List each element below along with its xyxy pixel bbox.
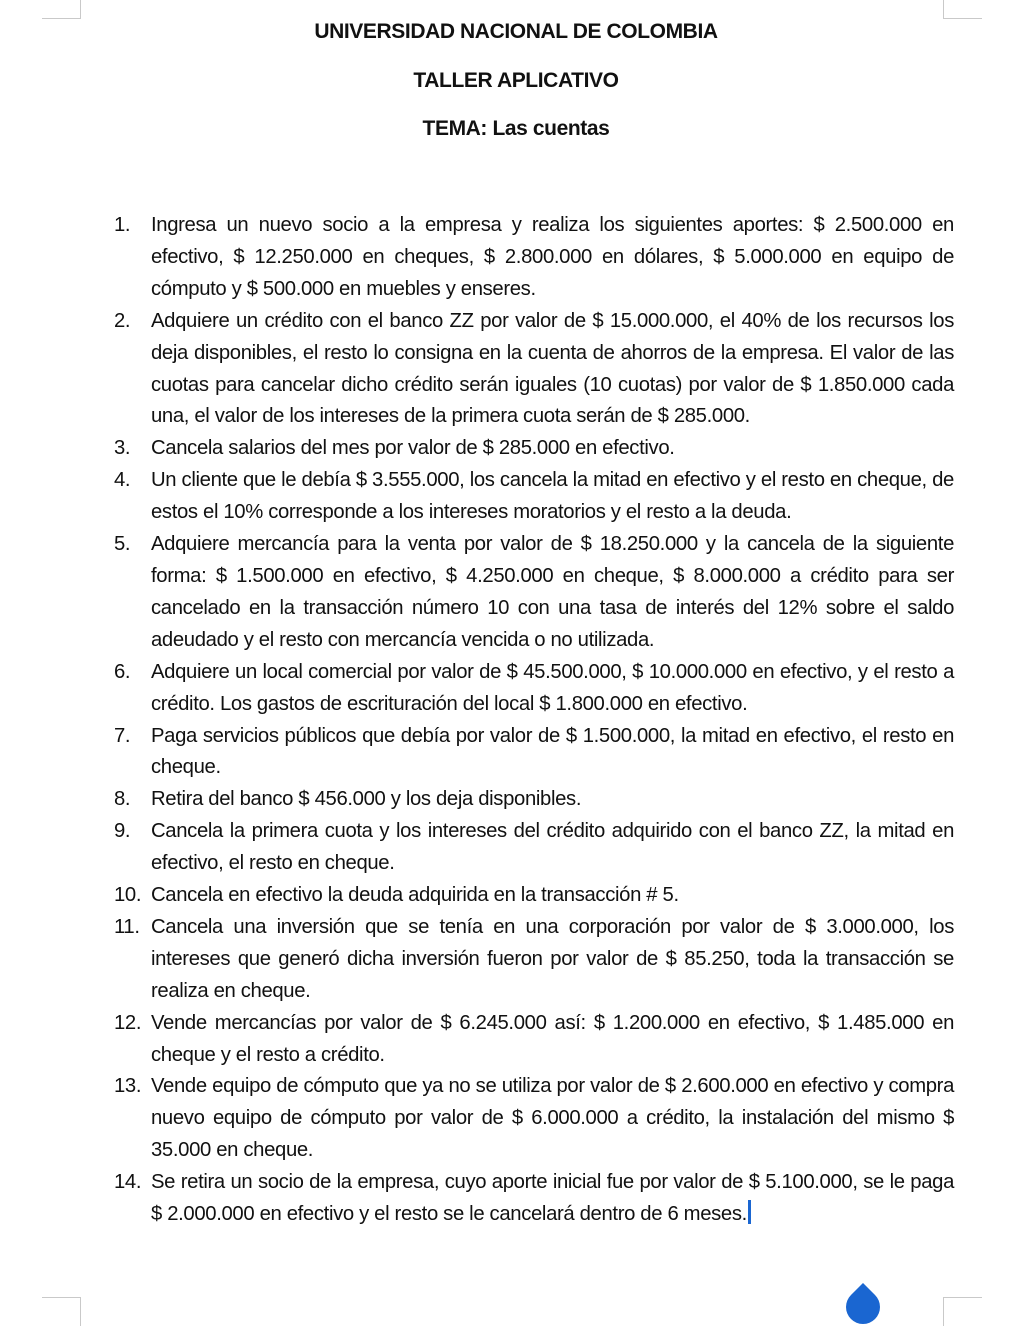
item-text: Retira del banco $ 456.000 y los deja disponibles.	[151, 788, 582, 811]
item-text: Ingresa un nuevo socio a la empresa y realiza los siguientes aportes: $ 2.500.000 en efectivo, $ 12.250.000 en cheques, $ 2.800.000 en dólares, $ 5.000.000 en equipo de cómputo y $ 500.000 en muebles y enseres.	[151, 214, 954, 300]
item-text: Cancela una inversión que se tenía en una corporación por valor de $ 3.000.000, los intereses que generó dicha inversión fueron por valor de $ 85.250, toda la transacción se realiza en cheque.	[151, 915, 954, 1002]
item-number: 7.	[114, 724, 131, 747]
item-number: 9.	[114, 820, 131, 843]
list-item	[114, 784, 954, 816]
list-item	[114, 880, 954, 912]
item-text: Paga servicios públicos que debía por valor de $ 1.500.000, la mitad en efectivo, el resto en cheque.	[151, 724, 954, 779]
item-number: 3.	[114, 437, 131, 460]
workshop-title: TALLER APLICATIVO	[413, 69, 619, 92]
item-text: Adquiere mercancía para la venta por valor de $ 18.250.000 y la cancela de la siguiente forma: $ 1.500.000 en efectivo, $ 4.250.000 en cheque, $ 8.000.000 a crédito para ser cancelado en la transacción número 10 con una tasa de interés del 12% sobre el saldo adeudado y el resto con mercancía vencida o no utilizada.	[151, 533, 954, 651]
item-number: 8.	[114, 788, 131, 811]
list-item	[114, 1071, 954, 1167]
item-number: 10.	[114, 884, 142, 907]
list-item	[114, 210, 954, 306]
item-text: Cancela en efectivo la deuda adquirida en la transacción # 5.	[151, 884, 679, 907]
item-text: Vende equipo de cómputo que ya no se utiliza por valor de $ 2.600.000 en efectivo y compra nuevo equipo de cómputo por valor de $ 6.000.000 a crédito, la instalación del mismo $ 35.000 en cheque.	[151, 1075, 954, 1162]
document-header	[0, 20, 1032, 141]
item-number: 5.	[114, 533, 131, 556]
list-item	[114, 721, 954, 785]
transactions-list	[114, 210, 954, 1231]
item-text: Se retira un socio de la empresa, cuyo aporte inicial fue por valor de $ 5.100.000, se le paga $ 2.000.000 en efectivo y el resto se le cancelará dentro de 6 meses.	[151, 1171, 954, 1226]
page-corner-mark-top-right	[943, 0, 982, 19]
item-number: 12.	[114, 1011, 142, 1034]
text-cursor	[748, 1200, 751, 1224]
page-corner-mark-bottom-left	[42, 1297, 81, 1326]
list-item	[114, 433, 954, 465]
list-item	[114, 529, 954, 657]
item-text: Adquiere un crédito con el banco ZZ por valor de $ 15.000.000, el 40% de los recursos los deja disponibles, el resto lo consigna en la cuenta de ahorros de la empresa. El valor de las cuotas para cancelar dicho crédito serán iguales (10 cuotas) por valor de $ 1.850.000 cada una, el valor de los intereses de la primera cuota serán de $ 285.000.	[151, 309, 954, 428]
university-title: UNIVERSIDAD NACIONAL DE COLOMBIA	[314, 20, 718, 43]
list-item	[114, 1167, 954, 1231]
selection-handle[interactable]	[839, 1283, 887, 1331]
item-text: Un cliente que le debía $ 3.555.000, los cancela la mitad en efectivo y el resto en cheque, de estos el 10% corresponde a los intereses moratorios y el resto a la deuda.	[151, 469, 954, 524]
list-item	[114, 816, 954, 880]
item-number: 4.	[114, 469, 131, 492]
list-item	[114, 912, 954, 1008]
list-item	[114, 306, 954, 434]
page-corner-mark-bottom-right	[943, 1297, 982, 1326]
item-number: 13.	[114, 1075, 142, 1098]
item-text: Cancela la primera cuota y los intereses del crédito adquirido con el banco ZZ, la mitad en efectivo, el resto en cheque.	[151, 820, 954, 875]
list-item	[114, 1008, 954, 1072]
list-item	[114, 465, 954, 529]
page-corner-mark-top-left	[42, 0, 81, 19]
item-number: 14.	[114, 1171, 142, 1194]
list-item	[114, 657, 954, 721]
item-number: 2.	[114, 309, 131, 332]
topic-title: TEMA: Las cuentas	[422, 117, 610, 140]
item-text: Vende mercancías por valor de $ 6.245.000 así: $ 1.200.000 en efectivo, $ 1.485.000 en cheque y el resto a crédito.	[151, 1011, 954, 1066]
item-number: 11.	[114, 915, 140, 938]
item-number: 6.	[114, 660, 131, 683]
item-number: 1.	[114, 214, 131, 236]
item-text: Adquiere un local comercial por valor de $ 45.500.000, $ 10.000.000 en efectivo, y el resto a crédito. Los gastos de escrituración del local $ 1.800.000 en efectivo.	[151, 660, 954, 715]
item-text: Cancela salarios del mes por valor de $ 285.000 en efectivo.	[151, 437, 675, 460]
